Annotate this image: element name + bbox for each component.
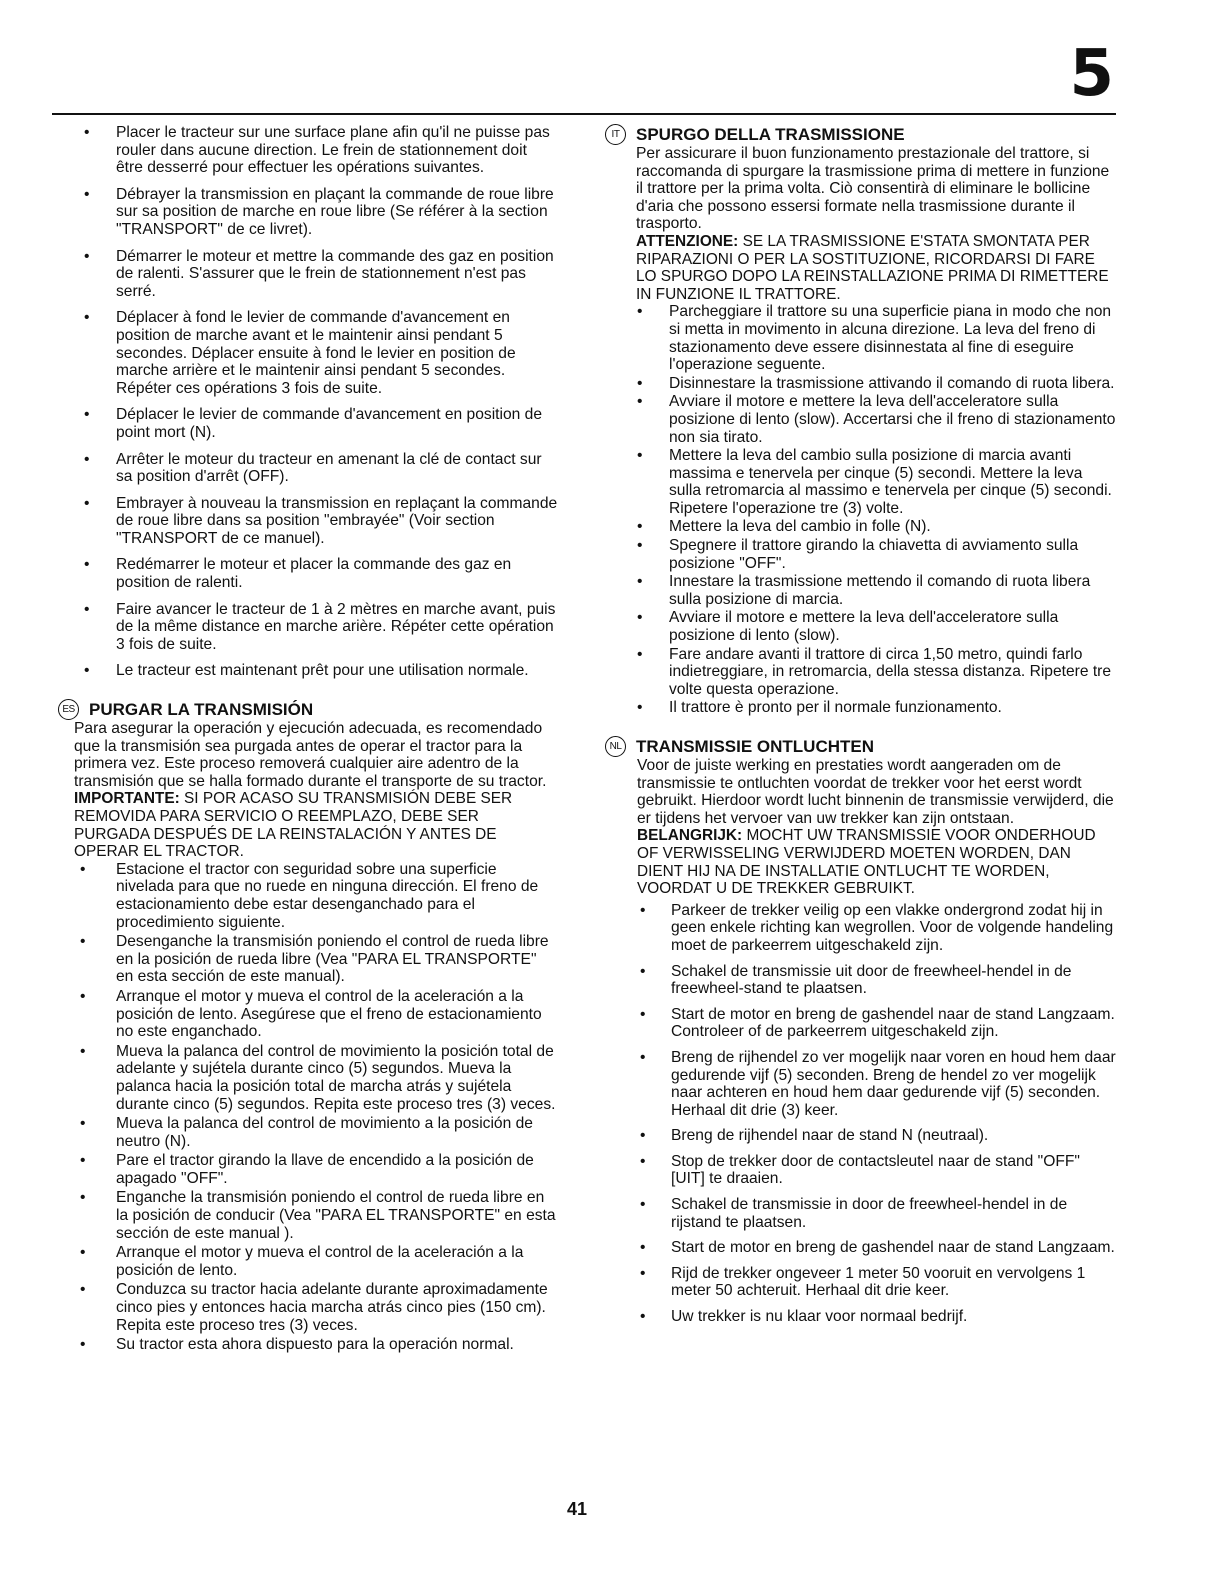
list-item: • Parkeer de trekker veilig op een vlakke ondergrond zodat hij in geen enkele richting kan wegrollen. Voor de volgende handeling moet de parkeerrem uitgeschakeld zijn. [605,902,1117,955]
it-steps [605,303,1117,717]
nl-section-title: TRANSMISSIE ONTLUCHTEN [636,736,874,756]
list-item: • Su tractor esta ahora dispuesto para la operación normal. [74,1336,558,1354]
it-language-badge: IT [605,124,626,145]
nl-steps [605,902,1117,1326]
es-intro: Para asegurar la operación y ejecución adecuada, es recomendado que la transmisión sea purgada antes de operar el tractor para la primera vez. Este proceso removerá cualquier aire adentro de la transmisión que se halla formado durante el transporte de su tractor. [74,720,547,790]
it-section-title: SPURGO DELLA TRASMISSIONE [636,124,905,144]
it-important-label: ATTENZIONE: [636,232,739,250]
section-number: 5 [1069,37,1114,111]
nl-important-note [605,827,1117,897]
right-column [605,124,1117,1334]
list-item: • Spegnere il trattore girando la chiavetta di avviamento sulla posizione "OFF". [605,537,1117,572]
list-item: • Le tracteur est maintenant prêt pour une utilisation normale. [80,662,558,680]
list-item: • Pare el tractor girando la llave de encendido a la posición de apagado "OFF". [74,1152,558,1187]
list-item: • Mettere la leva del cambio sulla posizione di marcia avanti massima e tenervela per cinque (5) secondi. Mettere la leva sulla retromarcia al massimo e tenervela per cinque (5) secondi. Ripetere l'operazione tre (3) volte. [605,447,1117,517]
list-item: • Uw trekker is nu klaar voor normaal bedrijf. [605,1308,1117,1326]
es-section-title: PURGAR LA TRANSMISIÓN [89,699,314,719]
list-item: • Estacione el tractor con seguridad sobre una superficie nivelada para que no ruede en ninguna dirección. El freno de estacionamiento debe estar desenganchado para el procedimiento siguiente. [74,861,558,931]
list-item: • Start de motor en breng de gashendel naar de stand Langzaam. [605,1239,1117,1257]
list-item: • Stop de trekker door de contactsleutel naar de stand "OFF" [UIT] te draaien. [605,1153,1117,1188]
list-item: • Mettere la leva del cambio in folle (N). [605,518,1117,536]
list-item: • Arranque el motor y mueva el control de la aceleración a la posición de lento. [74,1244,558,1279]
list-item: • Il trattore è pronto per il normale funzionamento. [605,699,1117,717]
list-item: • Placer le tracteur sur une surface plane afin qu'il ne puisse pas rouler dans aucune direction. Le frein de stationnement doit être desserré pour effectuer les opérations suivantes. [80,124,558,177]
list-item: • Enganche la transmisión poniendo el control de rueda libre en la posición de conducir (Vea "PARA EL TRANSPORTE" en esta sección de este manual ). [74,1189,558,1242]
es-important-text: SI POR ACASO SU TRANSMISIÓN DEBE SER REMOVIDA PARA SERVICIO O REEMPLAZO, DEBE SER PURGADA DESPUÉS DE LA REINSTALACIÓN Y ANTES DE OPERAR EL TRACTOR. [74,790,513,861]
header-rule [52,113,1116,115]
list-item: • Redémarrer le moteur et placer la commande des gaz en position de ralenti. [80,556,558,591]
es-section-heading [58,699,558,720]
list-item: • Déplacer à fond le levier de commande d'avancement en position de marche avant et le maintenir ainsi pendant 5 secondes. Déplacer ensuite à fond le levier en position de marche arrière et le maintenir ainsi pendant 5 secondes. Répéter ces opérations 3 fois de suite. [80,309,558,397]
list-item: • Mueva la palanca del control de movimiento a la posición de neutro (N). [74,1115,558,1150]
it-intro: Per assicurare il buon funzionamento prestazionale del trattore, si raccomanda di spurgare la trasmissione prima di mettere in funzione il trattore per la prima volta. Ciò consentirà di eliminare le bollicine d'aria che possono essersi formate nella trasmissione durante il trasporto. [636,145,1110,233]
list-item: • Avviare il motore e mettere la leva dell'acceleratore sulla posizione di lento (slow). [605,609,1117,644]
list-item: • Déplacer le levier de commande d'avancement en position de point mort (N). [80,406,558,441]
it-important-note [605,233,1117,303]
list-item: • Démarrer le moteur et mettre la commande des gaz en position de ralenti. S'assurer que le frein de stationnement n'est pas serré. [80,248,558,301]
list-item: • Arranque el motor y mueva el control de la aceleración a la posición de lento. Asegúrese que el freno de estacionamiento no este enganchado. [74,988,558,1041]
list-item: • Arrêter le moteur du tracteur en amenant la clé de contact sur sa position d'arrêt (OFF). [80,451,558,486]
es-important-label: IMPORTANTE: [74,790,180,808]
list-item: • Rijd de trekker ongeveer 1 meter 50 vooruit en vervolgens 1 meter 50 achteruit. Herhaal dit drie keer. [605,1265,1117,1300]
nl-language-badge: NL [605,736,626,757]
list-item: • Breng de rijhendel zo ver mogelijk naar voren en houd hem daar gedurende vijf (5) seconden. Breng de hendel zo ver mogelijk naar achteren en houd hem daar gedurende vijf (5) seconden. Herhaal dit drie (3) keer. [605,1049,1117,1119]
fr-steps [80,124,558,680]
list-item: • Start de motor en breng de gashendel naar de stand Langzaam. Controleer of de parkeerrem uitgeschakeld zijn. [605,1006,1117,1041]
list-item: • Schakel de transmissie uit door de freewheel-hendel in de freewheel-stand te plaatsen. [605,963,1117,998]
list-item: • Parcheggiare il trattore su una superficie piana in modo che non si metta in movimento in alcuna direzione. La leva del freno di stazionamento deve essere disinnestata al fine di eseguire l'operazione seguente. [605,303,1117,373]
list-item: • Avviare il motore e mettere la leva dell'acceleratore sulla posizione di lento (slow). Accertarsi che il freno di stazionamento non sia tirato. [605,393,1117,446]
list-item: • Desenganche la transmisión poniendo el control de rueda libre en la posición de rueda libre (Vea "PARA EL TRANSPORTE" en esta sección de este manual). [74,933,558,986]
es-steps [74,861,558,1354]
es-important-note [74,790,558,860]
nl-section-heading [605,736,1117,757]
left-column [62,124,558,1356]
list-item: • Breng de rijhendel naar de stand N (neutraal). [605,1127,1117,1145]
list-item: • Schakel de transmissie in door de freewheel-hendel in de rijstand te plaatsen. [605,1196,1117,1231]
page-number: 41 [567,1499,588,1519]
it-section-heading [605,124,1117,145]
nl-intro: Voor de juiste werking en prestaties wordt aangeraden om de transmissie te ontluchten voordat de trekker voor het eerst wordt gebruikt. Hierdoor wordt lucht binnenin de transmissie verwijderd, die er tijdens het vervoer van uw trekker kan zijn ontstaan. [637,757,1114,827]
nl-important-label: BELANGRIJK: [637,827,743,845]
list-item: • Débrayer la transmission en plaçant la commande de roue libre sur sa position de marche en roue libre (Se référer à la section "TRANSPORT" de ce livret). [80,186,558,239]
list-item: • Embrayer à nouveau la transmission en replaçant la commande de roue libre dans sa position "embrayée" (Voir section "TRANSPORT de ce manuel). [80,495,558,548]
es-language-badge: ES [58,699,79,720]
list-item: • Fare andare avanti il trattore di circa 1,50 metro, quindi farlo indietreggiare, in retromarcia, della stessa distanza. Ripetere tre volte questa operazione. [605,646,1117,699]
list-item: • Conduzca su tractor hacia adelante durante aproximadamente cinco pies y entonces hacia marcha atrás cinco pies (150 cm). Repita este proceso tres (3) veces. [74,1281,558,1334]
it-important-text: SE LA TRASMISSIONE E'STATA SMONTATA PER RIPARAZIONI O PER LA SOSTITUZIONE, RICORDARSI DI FARE LO SPURGO DOPO LA REINSTALLAZIONE PRIMA DI RIMETTERE IN FUNZIONE IL TRATTORE. [636,232,1109,303]
list-item: • Innestare la trasmissione mettendo il comando di ruota libera sulla posizione di marcia. [605,573,1117,608]
nl-important-text: MOCHT UW TRANSMISSIE VOOR ONDERHOUD OF VERWISSELING VERWIJDERD MOETEN WORDEN, DAN DIENT HIJ NA DE INSTALLATIE ONTLUCHT TE WORDEN, VOORDAT U DE TREKKER GEBRUIKT. [637,827,1096,898]
list-item: • Disinnestare la trasmissione attivando il comando di ruota libera. [605,375,1117,393]
list-item: • Mueva la palanca del control de movimiento la posición total de adelante y sujétela durante cinco (5) segundos. Mueva la palanca hacia la posición total de marcha atrás y sujétela durante cinco (5) segundos. Repita este proceso tres (3) veces. [74,1043,558,1113]
list-item: • Faire avancer le tracteur de 1 à 2 mètres en marche avant, puis de la même distance en marche arière. Répéter cette opération 3 fois de suite. [80,601,558,654]
